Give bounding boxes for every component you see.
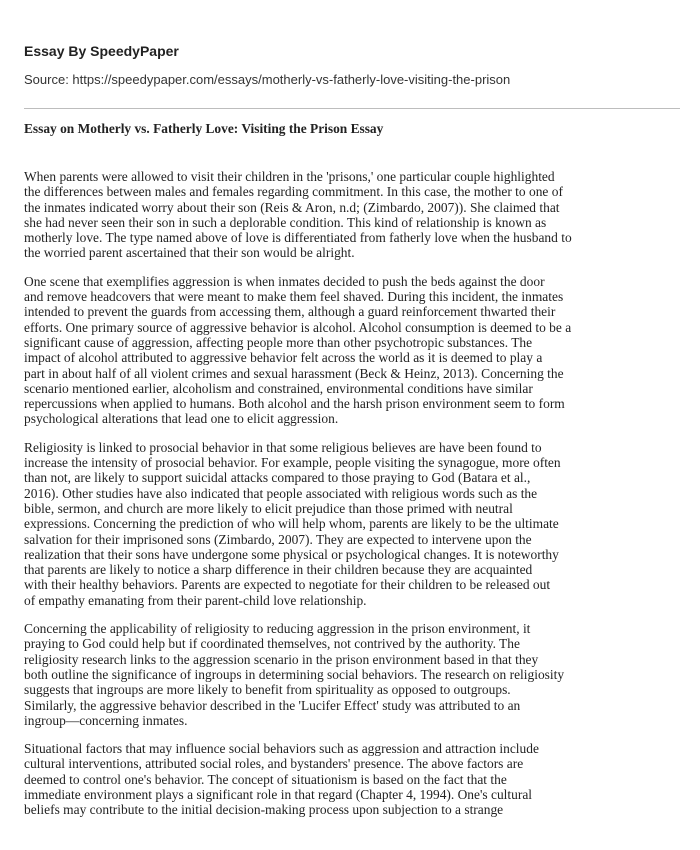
paragraph-line: both outline the significance of ingroups in determining social behaviors. The research on religiosity: [24, 666, 565, 682]
paragraph-line: ingroup—concerning inmates.: [24, 712, 188, 728]
paragraph-line: than not, are likely to support suicidal attacks compared to those praying to God (Batara et al.,: [24, 470, 531, 486]
paragraph-line: psychological alterations that lead one to elicit aggression.: [24, 411, 339, 427]
essay-paragraph: [24, 169, 684, 261]
paragraph-line: that parents are likely to notice a sharp difference in their children because they are acquainted: [24, 562, 533, 578]
essay-paragraph: [24, 440, 684, 608]
paragraph-line: part in about half of all violent crimes and sexual harassment (Beck & Heinz, 2013). Concerning the: [24, 365, 564, 381]
essay-title: Essay on Motherly vs. Fatherly Love: Visiting the Prison Essay: [24, 121, 384, 136]
essay-paragraph: [24, 274, 684, 427]
paragraph-line: cultural interventions, attributed social roles, and bystanders' presence. The above factors are: [24, 756, 524, 772]
paragraph-line: increase the intensity of prosocial behavior. For example, people visiting the synagogue, more often: [24, 455, 561, 471]
paragraph-line: the inmates indicated worry about their son (Reis & Aron, n.d; (Zimbardo, 2007)). She claimed that: [24, 199, 560, 215]
source-line: Source: https://speedypaper.com/essays/motherly-vs-fatherly-love-visiting-the-prison: [24, 72, 511, 87]
paragraph-line: expressions. Concerning the prediction of who will help whom, parents are likely to be the ultimate: [24, 516, 559, 532]
paragraph-line: religiosity research links to the aggression scenario in the prison environment based in that they: [24, 651, 539, 667]
paragraph-line: repercussions when applied to humans. Both alcohol and the harsh prison environment seem to form: [24, 396, 565, 412]
paragraph-line: Similarly, the aggressive behavior described in the 'Lucifer Effect' study was attributed to an: [24, 697, 521, 713]
essay-paragraph: [24, 621, 684, 728]
brand-heading: Essay By SpeedyPaper: [24, 43, 179, 59]
paragraph-line: suggests that ingroups are more likely to benefit from spirituality as opposed to outgroups.: [24, 682, 511, 698]
paragraph-line: salvation for their imprisoned sons (Zimbardo, 2007). They are expected to intervene upon the: [24, 531, 532, 547]
paragraph-line: significant cause of aggression, affecting people more than other psychotropic substances. The: [24, 334, 533, 350]
paragraph-line: and remove headcovers that were meant to make them feel shaved. During this incident, the inmates: [24, 289, 564, 305]
paragraph-line: the worried parent ascertained that their son would be alright.: [24, 245, 355, 261]
paragraph-line: impact of alcohol attributed to aggressive behavior felt across the world as it is deemed to play a: [24, 350, 543, 366]
paragraph-line: Concerning the applicability of religiosity to reducing aggression in the prison environment, it: [24, 621, 531, 637]
paragraph-line: efforts. One primary source of aggressive behavior is alcohol. Alcohol consumption is deemed to be a: [24, 319, 572, 335]
paragraph-line: One scene that exemplifies aggression is when inmates decided to push the beds against the door: [24, 273, 545, 289]
paragraph-line: she had never seen their son in such a deplorable condition. This kind of relationship is known as: [24, 214, 547, 230]
paragraph-line: When parents were allowed to visit their children in the 'prisons,' one particular couple highlighted: [24, 169, 555, 184]
paragraph-line: praying to God could help but if coordinated themselves, not contrived by the authority. The: [24, 636, 520, 652]
paragraph-line: motherly love. The type named above of love is differentiated from fatherly love when the husband to: [24, 230, 572, 246]
paragraph-line: beliefs may contribute to the initial decision-making process upon subjection to a strange: [24, 802, 504, 818]
paragraph-line: the differences between males and females regarding commitment. In this case, the mother to one of: [24, 184, 563, 200]
paragraph-line: Religiosity is linked to prosocial behavior in that some religious believes are have been found to: [24, 439, 542, 455]
paragraph-line: with their healthy behaviors. Parents are expected to negotiate for their children to be released out: [24, 577, 551, 593]
header-divider: [24, 108, 680, 109]
paragraph-line: bible, sermon, and church are more likely to elicit prejudice than those primed with neutral: [24, 500, 513, 516]
paragraph-line: intended to prevent the guards from accessing them, although a guard reinforcement thwarted their: [24, 304, 556, 320]
paragraph-line: 2016). Other studies have also indicated that people associated with religious words such as the: [24, 485, 538, 501]
essay-paragraph: [24, 741, 684, 817]
paragraph-line: of empathy emanating from their parent-child love relationship.: [24, 592, 367, 608]
paragraph-line: scenario mentioned earlier, alcoholism and constrained, environmental conditions have similar: [24, 380, 533, 396]
paragraph-line: realization that their sons have undergone some physical or psychological changes. It is noteworthy: [24, 546, 559, 562]
essay-body: [24, 169, 684, 831]
paragraph-line: Situational factors that may influence social behaviors such as aggression and attraction include: [24, 741, 539, 757]
paragraph-line: immediate environment plays a significant role in that regard (Chapter 4, 1994). One's cultural: [24, 786, 533, 802]
paragraph-line: deemed to control one's behavior. The concept of situationism is based on the fact that the: [24, 771, 507, 787]
